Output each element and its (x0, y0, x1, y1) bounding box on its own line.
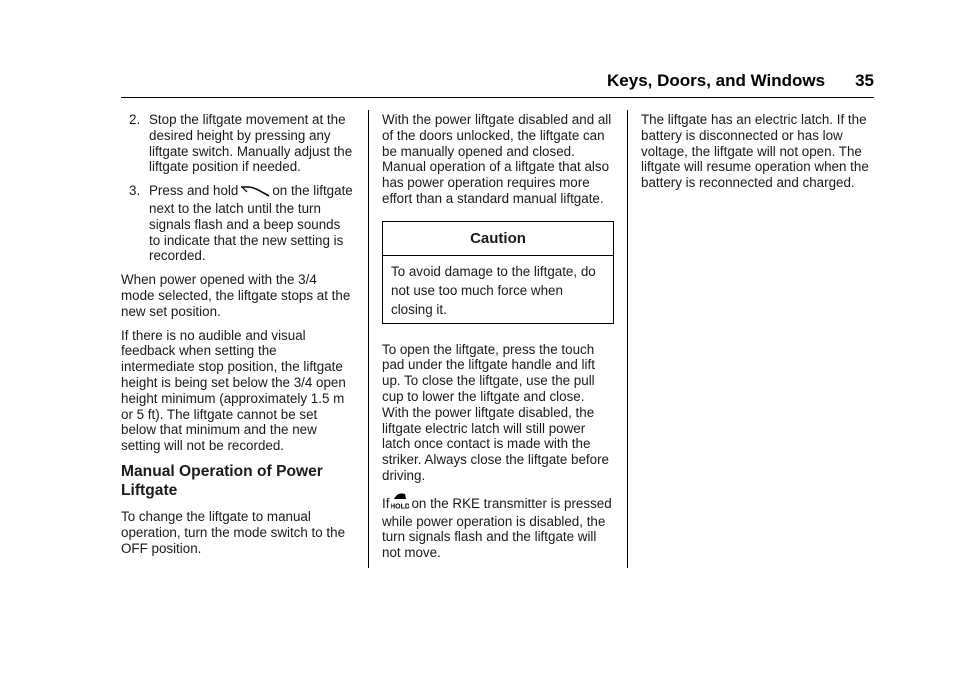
paragraph: When power opened with the 3/4 mode selected, the liftgate stops at the new set position. (121, 272, 351, 319)
paragraph: With the power liftgate disabled and all of the doors unlocked, the liftgate can be manually opened and closed. Manual operation of a liftgate that also has power operation requires more effort than a standard manual liftgate. (382, 112, 612, 206)
column-divider (368, 110, 369, 568)
caution-body: To avoid damage to the liftgate, do not use too much force when closing it. (391, 263, 596, 317)
paragraph: The liftgate has an electric latch. If the battery is disconnected or has low voltage, the liftgate will not open. The liftgate will resume operation when the battery is reconnected and charged. (641, 112, 869, 191)
paragraph: If HOLD on the RKE transmitter is pressed while power operation is disabled, the turn signals flash and the liftgate will not move. (382, 492, 614, 561)
step-number: 2. (129, 112, 141, 127)
column-divider (627, 110, 628, 568)
paragraph: If there is no audible and visual feedback when setting the intermediate stop position, the liftgate height is being set below the 3/4 open height minimum (approximately 1.5 m or 5 ft). The liftgate cannot be set below that minimum and the new setting will not be recorded. (121, 327, 346, 454)
step-3 (121, 183, 353, 264)
page-number: 35 (855, 71, 874, 90)
step-text: Press and hold on the liftgate next to the latch until the turn signals flash and a beep sounds to indicate that the new setting is recorded. (149, 183, 353, 264)
section-title: Keys, Doors, and Windows (607, 71, 826, 90)
liftgate-icon (240, 185, 270, 201)
step-text: Stop the liftgate movement at the desired height by pressing any liftgate switch. Manually adjust the liftgate position if needed. (149, 112, 353, 175)
header-rule (121, 97, 874, 98)
column-3 (641, 112, 873, 199)
svg-text:HOLD: HOLD (391, 503, 410, 510)
caution-box (382, 221, 614, 324)
step-2 (121, 112, 353, 175)
column-2 (382, 112, 614, 569)
paragraph: To open the liftgate, press the touch pad under the liftgate handle and lift up. To close the liftgate, use the pull cup to lower the liftgate and close. With the power liftgate disabled, the liftgate electric latch will still power latch once contact is made with the striker. Always close the liftgate before driving. (382, 341, 610, 483)
step-number: 3. (129, 183, 141, 199)
page-header (607, 71, 874, 91)
caution-title: Caution (383, 222, 613, 256)
rke-liftgate-hold-icon (391, 492, 409, 514)
paragraph: To change the liftgate to manual operation, turn the mode switch to the OFF position. (121, 508, 346, 556)
column-1 (121, 112, 353, 564)
section-heading: Manual Operation of Power Liftgate (121, 462, 323, 500)
